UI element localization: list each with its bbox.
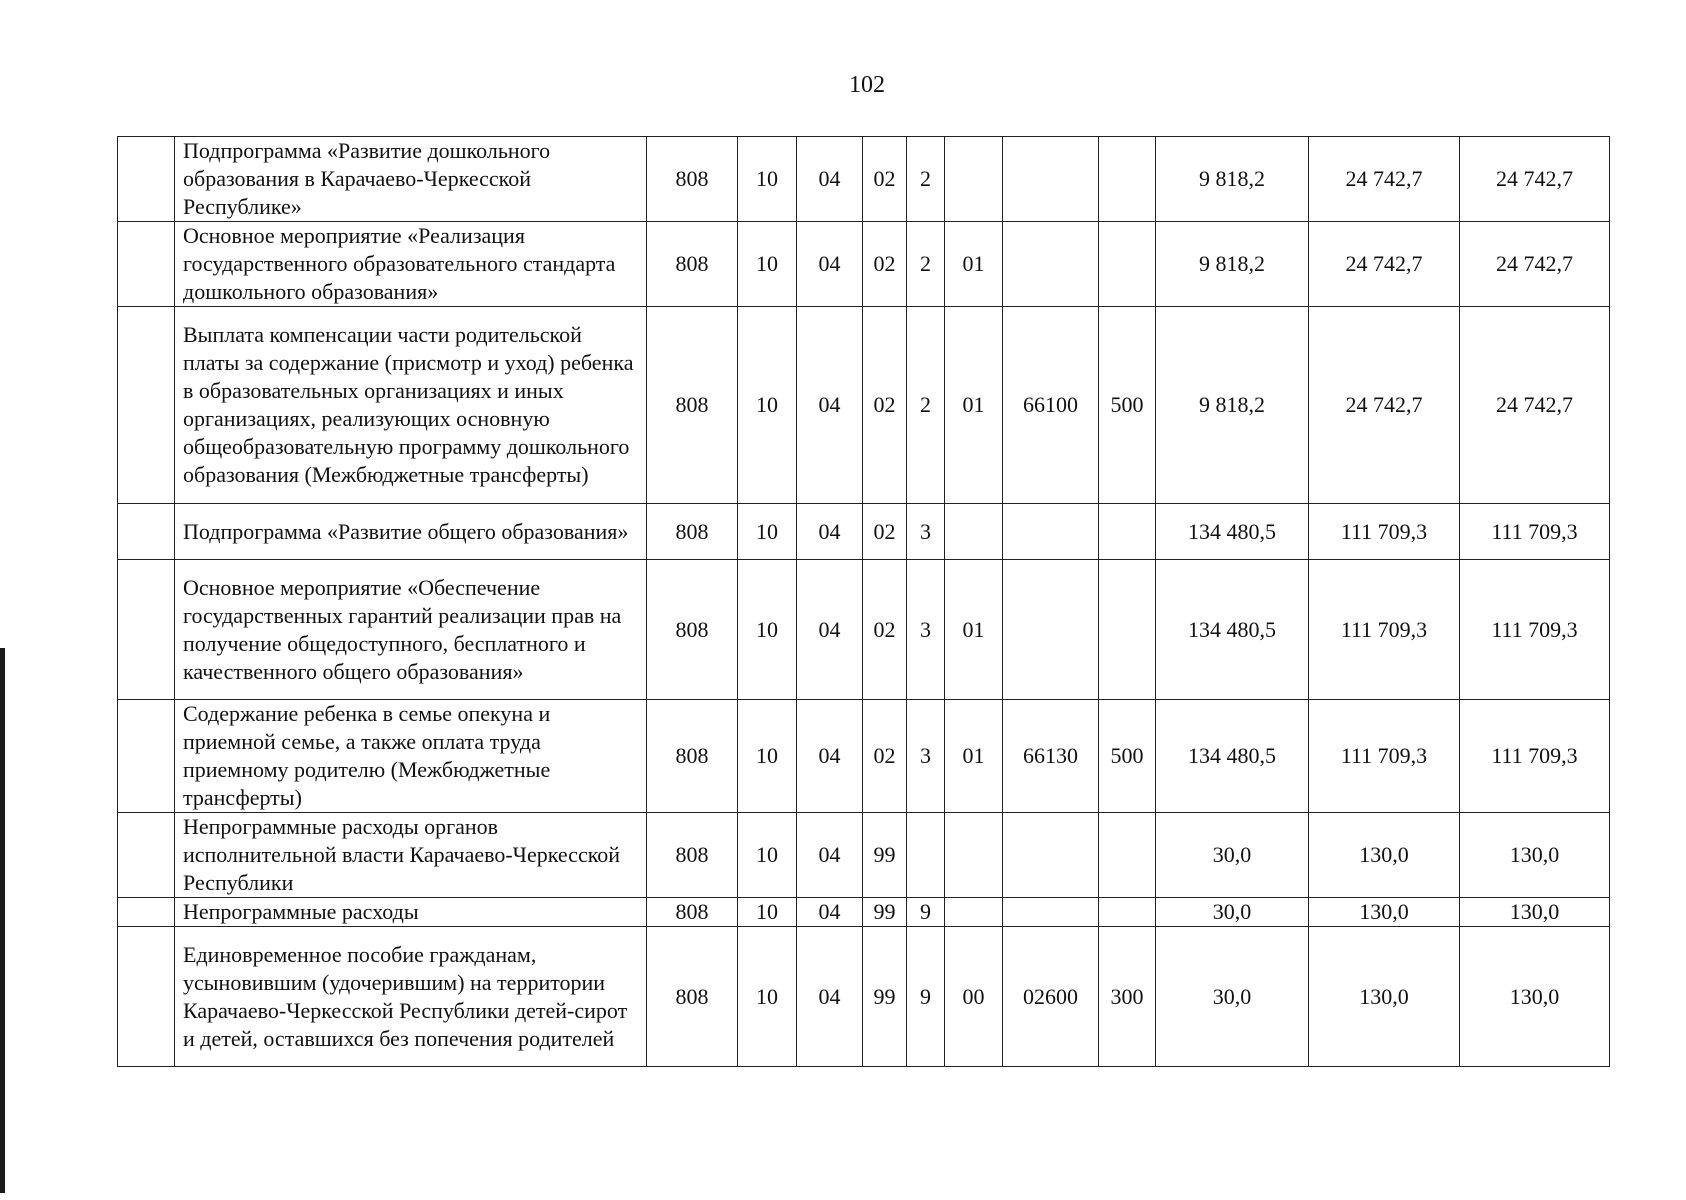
- page-number: 102: [849, 72, 885, 98]
- cs-program-cell: 02: [863, 504, 907, 560]
- table-row: [118, 927, 1610, 1067]
- cs-subprogram-cell: 3: [907, 700, 945, 813]
- sum-year1-cell: 9 818,2: [1156, 222, 1309, 307]
- pr-cell: 04: [797, 137, 863, 222]
- table-row: [118, 307, 1610, 504]
- vr-cell: 300: [1099, 927, 1156, 1067]
- sum-year2-cell: 24 742,7: [1309, 307, 1460, 504]
- sum-year1-cell: 30,0: [1156, 898, 1309, 927]
- sum-year3-cell: 24 742,7: [1460, 307, 1610, 504]
- rz-cell: 10: [738, 137, 797, 222]
- rz-cell: 10: [738, 700, 797, 813]
- sum-year2-cell: 130,0: [1309, 813, 1460, 898]
- sum-year3-cell: 111 709,3: [1460, 560, 1610, 700]
- vr-cell: [1099, 504, 1156, 560]
- cs-event-cell: [945, 137, 1003, 222]
- row-number-cell: [118, 927, 175, 1067]
- rz-cell: 10: [738, 307, 797, 504]
- row-number-cell: [118, 222, 175, 307]
- ved-cell: 808: [647, 307, 738, 504]
- ved-cell: 808: [647, 504, 738, 560]
- sum-year3-cell: 130,0: [1460, 927, 1610, 1067]
- row-number-cell: [118, 898, 175, 927]
- pr-cell: 04: [797, 927, 863, 1067]
- sum-year1-cell: 9 818,2: [1156, 137, 1309, 222]
- pr-cell: 04: [797, 898, 863, 927]
- row-number-cell: [118, 700, 175, 813]
- sum-year3-cell: 24 742,7: [1460, 137, 1610, 222]
- sum-year2-cell: 111 709,3: [1309, 504, 1460, 560]
- cs-direction-cell: [1003, 898, 1099, 927]
- row-number-cell: [118, 504, 175, 560]
- ved-cell: 808: [647, 137, 738, 222]
- cs-event-cell: 00: [945, 927, 1003, 1067]
- sum-year1-cell: 134 480,5: [1156, 504, 1309, 560]
- rz-cell: 10: [738, 813, 797, 898]
- table-row: [118, 898, 1610, 927]
- pr-cell: 04: [797, 560, 863, 700]
- ved-cell: 808: [647, 560, 738, 700]
- cs-event-cell: [945, 504, 1003, 560]
- budget-table: [117, 136, 1610, 1067]
- vr-cell: 500: [1099, 700, 1156, 813]
- name-cell: Подпрограмма «Развитие дошкольного образования в Карачаево-Черкесской Республике»: [175, 137, 647, 222]
- rz-cell: 10: [738, 927, 797, 1067]
- table-row: [118, 813, 1610, 898]
- vr-cell: 500: [1099, 307, 1156, 504]
- ved-cell: 808: [647, 898, 738, 927]
- sum-year3-cell: 130,0: [1460, 813, 1610, 898]
- sum-year2-cell: 24 742,7: [1309, 222, 1460, 307]
- cs-subprogram-cell: 2: [907, 307, 945, 504]
- row-number-cell: [118, 307, 175, 504]
- rz-cell: 10: [738, 898, 797, 927]
- cs-direction-cell: 66130: [1003, 700, 1099, 813]
- cs-direction-cell: 02600: [1003, 927, 1099, 1067]
- name-cell: Содержание ребенка в семье опекуна и приемной семье, а также оплата труда приемному родителю (Межбюджетные трансферты): [175, 700, 647, 813]
- name-cell: Непрограммные расходы органов исполнительной власти Карачаево-Черкесской Республики: [175, 813, 647, 898]
- name-cell: Основное мероприятие «Реализация государственного образовательного стандарта дошкольного образования»: [175, 222, 647, 307]
- row-number-cell: [118, 137, 175, 222]
- sum-year1-cell: 30,0: [1156, 927, 1309, 1067]
- cs-program-cell: 99: [863, 927, 907, 1067]
- table-row: [118, 504, 1610, 560]
- table-row: [118, 560, 1610, 700]
- cs-direction-cell: [1003, 222, 1099, 307]
- cs-event-cell: 01: [945, 307, 1003, 504]
- cs-event-cell: 01: [945, 560, 1003, 700]
- cs-subprogram-cell: [907, 813, 945, 898]
- pr-cell: 04: [797, 222, 863, 307]
- ved-cell: 808: [647, 927, 738, 1067]
- vr-cell: [1099, 898, 1156, 927]
- row-number-cell: [118, 560, 175, 700]
- table-row: [118, 137, 1610, 222]
- pr-cell: 04: [797, 504, 863, 560]
- cs-subprogram-cell: 9: [907, 898, 945, 927]
- cs-program-cell: 02: [863, 560, 907, 700]
- sum-year3-cell: 111 709,3: [1460, 700, 1610, 813]
- sum-year1-cell: 134 480,5: [1156, 560, 1309, 700]
- cs-subprogram-cell: 9: [907, 927, 945, 1067]
- sum-year2-cell: 111 709,3: [1309, 560, 1460, 700]
- sum-year1-cell: 134 480,5: [1156, 700, 1309, 813]
- cs-program-cell: 02: [863, 137, 907, 222]
- cs-direction-cell: 66100: [1003, 307, 1099, 504]
- cs-event-cell: 01: [945, 700, 1003, 813]
- sum-year3-cell: 24 742,7: [1460, 222, 1610, 307]
- vr-cell: [1099, 137, 1156, 222]
- rz-cell: 10: [738, 222, 797, 307]
- pr-cell: 04: [797, 307, 863, 504]
- cs-subprogram-cell: 2: [907, 222, 945, 307]
- table-row: [118, 700, 1610, 813]
- cs-event-cell: [945, 898, 1003, 927]
- name-cell: Единовременное пособие гражданам, усыновившим (удочерившим) на территории Карачаево-Черкесской Республики детей-сирот и детей, оставшихся без попечения родителей: [175, 927, 647, 1067]
- table-row: [118, 222, 1610, 307]
- name-cell: Непрограммные расходы: [175, 898, 647, 927]
- sum-year1-cell: 9 818,2: [1156, 307, 1309, 504]
- cs-subprogram-cell: 2: [907, 137, 945, 222]
- cs-direction-cell: [1003, 813, 1099, 898]
- vr-cell: [1099, 560, 1156, 700]
- sum-year1-cell: 30,0: [1156, 813, 1309, 898]
- cs-direction-cell: [1003, 137, 1099, 222]
- cs-program-cell: 99: [863, 813, 907, 898]
- pr-cell: 04: [797, 700, 863, 813]
- ved-cell: 808: [647, 700, 738, 813]
- cs-program-cell: 99: [863, 898, 907, 927]
- row-number-cell: [118, 813, 175, 898]
- cs-event-cell: [945, 813, 1003, 898]
- name-cell: Основное мероприятие «Обеспечение государственных гарантий реализации прав на получение общедоступного, бесплатного и качественного общего образования»: [175, 560, 647, 700]
- cs-event-cell: 01: [945, 222, 1003, 307]
- rz-cell: 10: [738, 560, 797, 700]
- ved-cell: 808: [647, 222, 738, 307]
- cs-program-cell: 02: [863, 307, 907, 504]
- rz-cell: 10: [738, 504, 797, 560]
- sum-year2-cell: 111 709,3: [1309, 700, 1460, 813]
- scan-margin-bar: [0, 648, 5, 1193]
- cs-program-cell: 02: [863, 700, 907, 813]
- vr-cell: [1099, 222, 1156, 307]
- cs-program-cell: 02: [863, 222, 907, 307]
- ved-cell: 808: [647, 813, 738, 898]
- cs-subprogram-cell: 3: [907, 504, 945, 560]
- cs-subprogram-cell: 3: [907, 560, 945, 700]
- name-cell: Подпрограмма «Развитие общего образования»: [175, 504, 647, 560]
- sum-year3-cell: 111 709,3: [1460, 504, 1610, 560]
- cs-direction-cell: [1003, 504, 1099, 560]
- cs-direction-cell: [1003, 560, 1099, 700]
- pr-cell: 04: [797, 813, 863, 898]
- sum-year2-cell: 24 742,7: [1309, 137, 1460, 222]
- sum-year3-cell: 130,0: [1460, 898, 1610, 927]
- sum-year2-cell: 130,0: [1309, 927, 1460, 1067]
- vr-cell: [1099, 813, 1156, 898]
- name-cell: Выплата компенсации части родительской платы за содержание (присмотр и уход) ребенка в образовательных организациях и иных организациях, реализующих основную общеобразовательную программу дошкольного образования (Межбюджетные трансферты): [175, 307, 647, 504]
- sum-year2-cell: 130,0: [1309, 898, 1460, 927]
